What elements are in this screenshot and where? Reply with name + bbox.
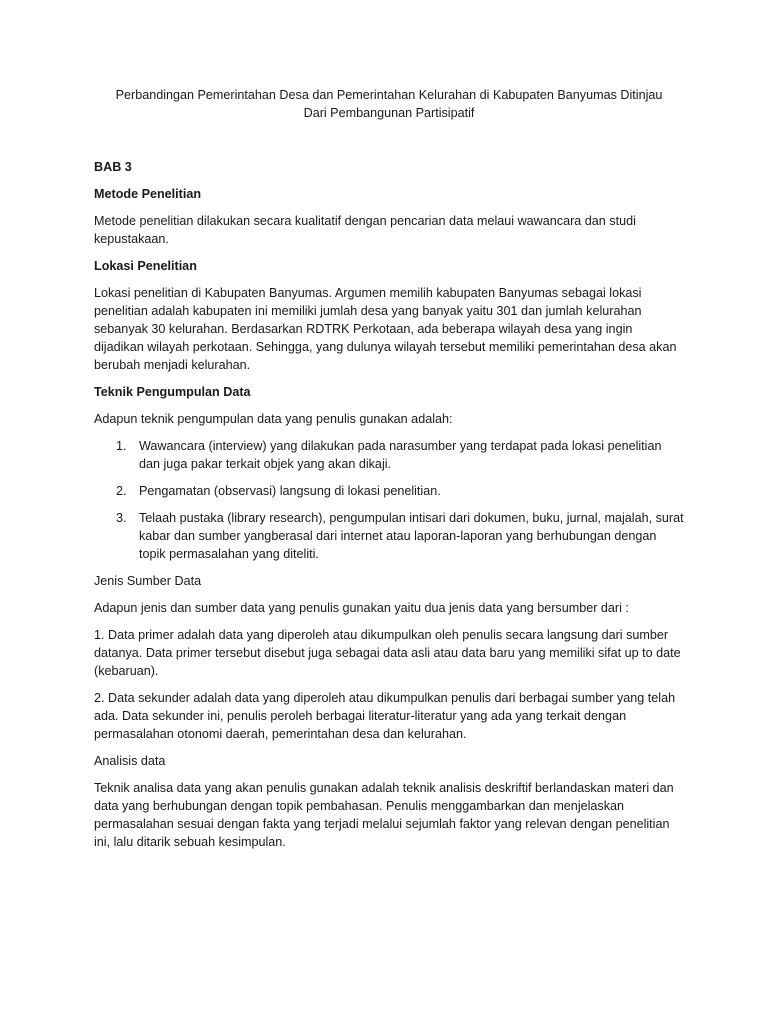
list-item-text: Pengamatan (observasi) langsung di lokasi penelitian.	[139, 484, 441, 498]
title-line-1: Perbandingan Pemerintahan Desa dan Pemerintahan Kelurahan di Kabupaten Banyumas Ditinjau	[115, 88, 663, 102]
paragraph-teknik-intro: Adapun teknik pengumpulan data yang penulis gunakan adalah:	[94, 412, 453, 426]
paragraph-jenis-intro: Adapun jenis dan sumber data yang penulis gunakan yaitu dua jenis data yang bersumber dari :	[94, 601, 629, 615]
list-item-number: 3.	[116, 511, 127, 525]
paragraph-analisis: Teknik analisa data yang akan penulis gunakan adalah teknik analisis deskriftif berlandaskan materi dan data yang berhubungan dengan topik pembahasan. Penulis menggambarkan dan menjelaskan permasalahan sesuai dengan fakta yang terjadi melalui sejumlah faktor yang relevan dengan penelitian ini, lalu ditarik sebuah kesimpulan.	[94, 781, 674, 849]
list-item	[94, 509, 684, 563]
list-item-number: 1.	[116, 439, 127, 453]
paragraph-metode: Metode penelitian dilakukan secara kualitatif dengan pencarian data melaui wawancara dan studi kepustakaan.	[94, 214, 636, 246]
paragraph-data-primer: 1. Data primer adalah data yang diperoleh atau dikumpulkan oleh penulis secara langsung dari sumber datanya. Data primer tersebut disebut juga sebagai data asli atau data baru yang memiliki sifat up to date (kebaruan).	[94, 628, 681, 678]
paragraph-data-sekunder: 2. Data sekunder adalah data yang diperoleh atau dikumpulkan penulis dari berbagai sumber yang telah ada. Data sekunder ini, penulis peroleh berbagai literatur-literatur yang ada yang terkait dengan permasalahan otonomi daerah, pemerintahan desa dan kelurahan.	[94, 691, 676, 741]
document-title	[80, 86, 698, 122]
document-body	[94, 86, 684, 851]
list-item-number: 2.	[116, 484, 127, 498]
list-item	[94, 437, 684, 473]
heading-jenis: Jenis Sumber Data	[94, 574, 202, 588]
heading-lokasi: Lokasi Penelitian	[94, 259, 197, 273]
list-item-text: Telaah pustaka (library research), pengumpulan intisari dari dokumen, buku, jurnal, majalah, surat kabar dan sumber yangberasal dari internet atau laporan-laporan yang berhubungan dengan topik permasalahan yang diteliti.	[139, 511, 684, 561]
heading-teknik: Teknik Pengumpulan Data	[94, 385, 251, 399]
list-item	[94, 482, 684, 500]
heading-analisis: Analisis data	[94, 754, 166, 768]
title-line-2: Dari Pembangunan Partisipatif	[303, 106, 475, 120]
paragraph-lokasi: Lokasi penelitian di Kabupaten Banyumas. Argumen memilih kabupaten Banyumas sebagai lokasi penelitian adalah kabupaten ini memiliki jumlah desa yang banyak yaitu 301 dan jumlah kelurahan sebanyak 30 kelurahan. Berdasarkan RDTRK Perkotaan, ada beberapa wilayah desa yang ingin dijadikan wilayah perkotaan. Sehingga, yang dulunya wilayah tersebut memiliki pemerintahan desa akan berubah menjadi kelurahan.	[94, 286, 677, 372]
list-item-text: Wawancara (interview) yang dilakukan pada narasumber yang terdapat pada lokasi penelitian dan juga pakar terkait objek yang akan dikaji.	[139, 439, 662, 471]
chapter-label: BAB 3	[94, 160, 132, 174]
heading-metode: Metode Penelitian	[94, 187, 202, 201]
teknik-list	[94, 437, 684, 563]
